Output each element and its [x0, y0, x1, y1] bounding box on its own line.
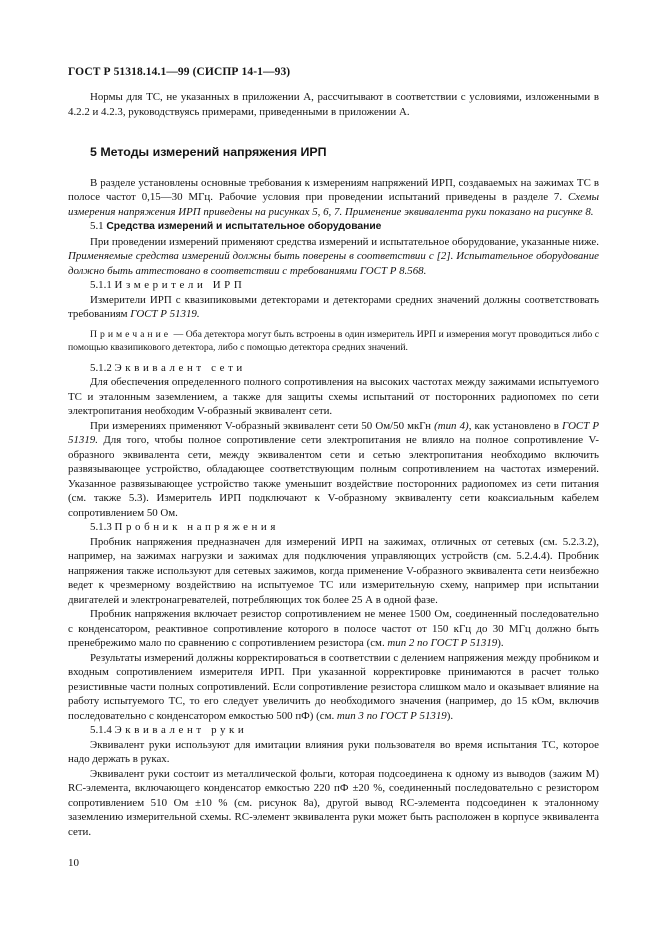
- section-5-text-italic: Схемы измерения напряжения ИРП приведены на рисунках 5, 6, 7. Применение эквивалента руки показано на рисунке 8.: [68, 191, 599, 218]
- subsection-5-1-3-paragraph-2: [68, 607, 599, 651]
- section-5-text: В разделе установлены основные требования к измерениям напряжений ИРП, создаваемых на зажимах ТС в полосе частот 0,15—30 МГц. Рабочие условия при проведении испытаний приведены в разделе 7.: [68, 176, 599, 203]
- section-5-paragraph: [68, 176, 599, 220]
- subsection-title: Эквивалент сети: [114, 361, 246, 374]
- subsection-number: 5.1.3: [90, 521, 115, 533]
- subsection-5-1-2-heading: [68, 361, 599, 376]
- subsection-number: 5.1.2: [90, 361, 115, 374]
- page-number: 10: [68, 857, 79, 869]
- subsection-5-1-2-paragraph-1: Для обеспечения определенного полного сопротивления на высоких частотах между зажимами испытуемого ТС и эталонным заземлением, а также для защиты схемы испытаний от посторонних радиопомех по сети электропитания необходим V-образный эквивалент сети.: [68, 376, 599, 417]
- subsection-5-1-3-heading: [68, 520, 599, 535]
- paragraph-text: При измерениях применяют V-образный эквивалент сети 50 Ом/50 мкГн: [90, 419, 435, 432]
- subsection-number: 5.1: [90, 220, 107, 232]
- subsection-5-1-1-paragraph: [68, 293, 599, 322]
- subsection-number: 5.1.4: [90, 724, 115, 736]
- paragraph-text: Результаты измерений должны корректироваться в соответствии с делением напряжения между пробником и входным сопротивлением измерителя ИРП. При указанной корректировке принимаются в расчет только резистивные части полных сопротивлений. Если сопротивление резистора слишком мало и оказывает влияние на работу испытуемого ТС, то его следует увеличить до необходимого значения (например, до 15 кОм, включив последовательно с конденсатором емкостью 500 пФ) (см.: [68, 651, 599, 722]
- paragraph-text-italic: тип 2 по ГОСТ Р 51319: [387, 637, 498, 649]
- subsection-5-1-4-paragraph-2: Эквивалент руки состоит из металлической фольги, которая подсоединена к одному из выводов (зажим М) RC-элемента, включающего конденсатор емкостью 220 пФ ±20 %, соединенный последовательно с резистором сопротивлением 510 Ом ±10 % (см. рисунок 8а), другой вывод RC-элемента подсоединен к эталонному заземлению измерительной схемы. RC-элемент эквивалента руки может быть расположен в корпусе эквивалента сети.: [68, 767, 599, 838]
- subsection-5-1-1-heading: [68, 278, 599, 293]
- subsection-title: Пробник напряжения: [114, 521, 279, 533]
- paragraph-text: При проведении измерений применяют средства измерений и испытательное оборудование, указанные ниже.: [90, 235, 599, 248]
- subsection-title: Измерители ИРП: [114, 279, 246, 291]
- subsection-title: Эквивалент руки: [114, 724, 248, 736]
- subsection-5-1-3-paragraph-3: [68, 651, 599, 724]
- subsection-5-1-4-heading: [68, 723, 599, 738]
- subsection-5-1-4-paragraph-1: Эквивалент руки используют для имитации влияния руки пользователя во время испытания ТС, которое надо держать в руках.: [68, 738, 599, 765]
- paragraph-text: Пробник напряжения включает резистор сопротивлением не менее 1500 Ом, соединенный последовательно с конденсатором, реактивное сопротивление которого в полосе частот от 150 кГц до 30 МГц должно быть пренебрежимо мало по сравнению с сопротивлением резистора (см.: [68, 608, 599, 649]
- subsection-number: 5.1.1: [90, 279, 115, 291]
- note-paragraph: [68, 328, 599, 354]
- section-5-heading: 5 Методы измерений напряжения ИРП: [90, 145, 327, 159]
- paragraph-text: ).: [497, 637, 504, 649]
- subsection-5-1-3-paragraph-1: Пробник напряжения предназначен для измерений ИРП на зажимах, отличных от сетевых (см. 5.2.3.2), например, на зажимах нагрузки и зажимах для подключения управляющих устройств (см. 5.2.4.4). Пробник напряжения также используют для сетевых зажимов, когда применение V-образного эквивалента сети неизбежно ведет к чрезмерному воздействию на испытуемое ТС или измерительную схему, например при испытании двигателей и электронагревателей, потребляющих ток более 25 А в одной фазе.: [68, 535, 599, 606]
- paragraph-text-italic: ГОСТ Р 51319.: [68, 419, 600, 446]
- paragraph-text-italic: тип 3 по ГОСТ Р 51319: [336, 709, 447, 722]
- note-text: — Оба детектора могут быть встроены в один измеритель ИРП и измерения могут проводиться либо с помощью квазипикового детектора, либо с помощью детектора средних значений.: [68, 328, 599, 353]
- document-header: ГОСТ Р 51318.14.1—99 (СИСПР 14-1—93): [68, 66, 291, 78]
- paragraph-text-italic: ГОСТ Р 51319.: [130, 308, 200, 320]
- subsection-5-1-paragraph: [68, 235, 599, 279]
- subsection-5-1-heading: [68, 219, 599, 235]
- paragraph-text: , как установлено в: [468, 419, 563, 432]
- paragraph-text: ).: [446, 709, 454, 722]
- subsection-title: Средства измерений и испытательное оборудование: [106, 221, 382, 232]
- paragraph-text: Измерители ИРП с квазипиковыми детекторами и детекторами средних значений должны соответствовать требованиям: [68, 293, 599, 320]
- subsection-5-1-2-paragraph-2: [68, 419, 599, 521]
- document-body: [68, 90, 599, 839]
- paragraph-text: Для того, чтобы полное сопротивление сети электропитания не влияло на полное сопротивление V-образного эквивалента сети, между эквивалентом сети и сетью электропитания необходимо включить развязывающее устройство, обладающее соответствующим полным сопротивлением на частотах измерений. Указанное развязывающее устройство также уменьшит воздействие посторонних радиопомех из сети питания (см. также 5.3). Измеритель ИРП подключают к V-образному эквиваленту сети коаксиальным кабелем сопротивлением 50 Ом.: [68, 434, 599, 519]
- intro-paragraph: Нормы для ТС, не указанных в приложении А, рассчитывают в соответствии с условиями, изложенными в 4.2.2 и 4.2.3, руководствуясь примерами, приведенными в приложении А.: [68, 91, 599, 118]
- paragraph-text-italic: Применяемые средства измерений должны быть поверены в соответствии с [2]. Испытательное оборудование должно быть аттестовано в соответствии с требованиями ГОСТ Р 8.568.: [68, 250, 599, 277]
- note-label: Примечание: [90, 328, 172, 340]
- paragraph-text-italic: (тип 4): [434, 419, 469, 432]
